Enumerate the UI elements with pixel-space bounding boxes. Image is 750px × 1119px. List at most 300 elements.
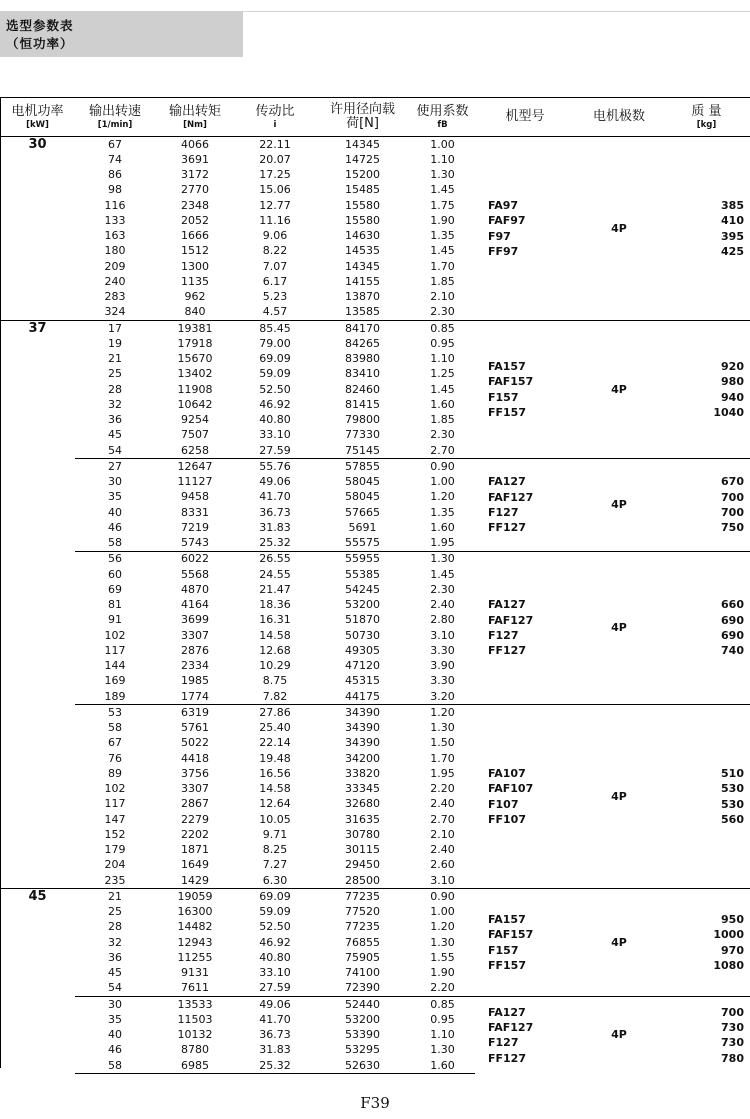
radial-load-cell: 84265 bbox=[345, 336, 380, 350]
service-factor-cell: 1.10 bbox=[430, 152, 455, 166]
model-name: FF127 bbox=[488, 521, 526, 535]
output-speed-cell: 133 bbox=[104, 213, 126, 227]
header-torque: 输出转矩 [Nm] bbox=[155, 98, 235, 137]
service-factor-cell: 2.30 bbox=[430, 582, 455, 596]
service-factor-cell: 0.90 bbox=[410, 889, 475, 905]
model-name: F157 bbox=[488, 390, 519, 404]
header-speed: 输出转速 [1/min] bbox=[75, 98, 155, 137]
service-factor-cell: 2.80 bbox=[430, 613, 455, 627]
model-name: FA107 bbox=[488, 767, 526, 781]
output-speed-cell: 324 bbox=[104, 305, 126, 319]
mass-value: 690 bbox=[721, 613, 744, 627]
mass-list-cell bbox=[663, 137, 750, 321]
output-torque-cell: 6258 bbox=[181, 443, 209, 457]
model-name: F107 bbox=[488, 797, 519, 811]
radial-load-cell: 49305 bbox=[345, 643, 380, 657]
output-speed-cell: 235 bbox=[104, 873, 126, 887]
output-torque-cell: 2876 bbox=[181, 643, 209, 657]
model-name: FF107 bbox=[488, 813, 526, 827]
output-torque-cell: 7507 bbox=[181, 428, 209, 442]
ratio-cell: 14.58 bbox=[259, 628, 291, 642]
model-name: FF97 bbox=[488, 244, 519, 258]
selection-parameter-table bbox=[0, 97, 750, 1074]
mass-value: 660 bbox=[721, 598, 744, 612]
radial-load-cell: 34390 bbox=[345, 736, 380, 750]
output-torque-cell: 4870 bbox=[181, 582, 209, 596]
radial-load-cell: 74100 bbox=[345, 966, 380, 980]
ratio-cell: 10.29 bbox=[259, 659, 291, 673]
output-torque-cell: 4066 bbox=[155, 137, 235, 153]
radial-load-cell: 51870 bbox=[345, 613, 380, 627]
ratio-cell: 7.82 bbox=[262, 689, 288, 703]
service-factor-cell: 1.30 bbox=[430, 168, 455, 182]
service-factor-cell: 1.95 bbox=[430, 536, 455, 550]
output-torque-cell: 6985 bbox=[155, 1058, 235, 1074]
mass-value: 950 bbox=[721, 913, 744, 927]
model-name: FA157 bbox=[488, 913, 526, 927]
ratio-cell: 8.75 bbox=[262, 674, 288, 688]
service-factor-cell: 1.30 bbox=[430, 1043, 455, 1057]
service-factor-cell: 1.85 bbox=[430, 274, 455, 288]
radial-load-cell: 58045 bbox=[345, 475, 380, 489]
radial-load-cell: 75905 bbox=[345, 950, 380, 964]
output-torque-cell: 5761 bbox=[181, 721, 209, 735]
output-speed-cell: 54 bbox=[108, 443, 122, 457]
output-torque-cell: 6022 bbox=[155, 551, 235, 567]
ratio-cell: 6.17 bbox=[262, 274, 288, 288]
motor-pole-cell: 4P bbox=[575, 551, 663, 705]
ratio-cell: 36.73 bbox=[259, 505, 291, 519]
motor-power-cell: 37 bbox=[0, 321, 75, 889]
radial-load-cell: 14630 bbox=[345, 229, 380, 243]
output-speed-cell: 40 bbox=[108, 505, 122, 519]
service-factor-cell: 0.95 bbox=[430, 1012, 455, 1026]
mass-value: 700 bbox=[721, 490, 744, 504]
mass-list-cell bbox=[663, 459, 750, 552]
output-torque-cell: 2348 bbox=[181, 198, 209, 212]
ratio-cell: 69.09 bbox=[259, 352, 291, 366]
ratio-cell: 15.06 bbox=[259, 183, 291, 197]
output-speed-cell: 32 bbox=[108, 935, 122, 949]
mass-value: 510 bbox=[721, 767, 744, 781]
ratio-cell: 7.07 bbox=[262, 259, 288, 273]
banner-rule bbox=[243, 11, 750, 12]
radial-load-cell: 34390 bbox=[345, 721, 380, 735]
output-speed-cell: 60 bbox=[108, 567, 122, 581]
radial-load-cell: 58045 bbox=[345, 490, 380, 504]
service-factor-cell: 1.45 bbox=[430, 567, 455, 581]
service-factor-cell: 1.10 bbox=[430, 352, 455, 366]
service-factor-cell: 3.30 bbox=[430, 674, 455, 688]
model-name: F127 bbox=[488, 629, 519, 642]
output-torque-cell: 3699 bbox=[181, 613, 209, 627]
output-torque-cell: 13402 bbox=[177, 367, 213, 381]
ratio-cell: 8.22 bbox=[262, 244, 288, 258]
radial-load-cell: 30780 bbox=[345, 827, 380, 841]
ratio-cell: 6.30 bbox=[262, 873, 288, 887]
output-speed-cell: 117 bbox=[104, 643, 126, 657]
mass-value: 970 bbox=[721, 943, 744, 957]
motor-pole-cell: 4P bbox=[575, 705, 663, 889]
output-speed-cell: 102 bbox=[104, 628, 126, 642]
output-torque-cell: 8331 bbox=[181, 505, 209, 519]
service-factor-cell: 2.60 bbox=[430, 858, 455, 872]
output-torque-cell: 7611 bbox=[181, 981, 209, 995]
output-torque-cell: 7219 bbox=[181, 520, 209, 534]
mass-value: 410 bbox=[721, 214, 744, 228]
radial-load-cell: 57855 bbox=[315, 459, 410, 475]
service-factor-cell: 2.20 bbox=[430, 981, 455, 995]
service-factor-cell: 1.35 bbox=[430, 505, 455, 519]
output-torque-cell: 9458 bbox=[181, 490, 209, 504]
service-factor-cell: 1.60 bbox=[430, 520, 455, 534]
radial-load-cell: 57665 bbox=[345, 505, 380, 519]
model-name: FF157 bbox=[488, 405, 526, 419]
ratio-cell: 36.73 bbox=[259, 1028, 291, 1042]
service-factor-cell: 0.85 bbox=[410, 321, 475, 337]
mass-value: 920 bbox=[721, 360, 744, 374]
ratio-cell: 4.57 bbox=[262, 305, 288, 319]
radial-load-cell: 53295 bbox=[345, 1043, 380, 1057]
output-speed-cell: 46 bbox=[108, 520, 122, 534]
model-name: FAF127 bbox=[488, 1021, 534, 1035]
ratio-cell: 7.27 bbox=[262, 858, 288, 872]
ratio-cell: 9.71 bbox=[262, 827, 288, 841]
table-row bbox=[0, 705, 750, 721]
radial-load-cell: 52440 bbox=[315, 997, 410, 1013]
service-factor-cell: 1.55 bbox=[430, 950, 455, 964]
ratio-cell: 18.36 bbox=[259, 598, 291, 612]
service-factor-cell: 1.35 bbox=[430, 229, 455, 243]
radial-load-cell: 76855 bbox=[345, 935, 380, 949]
output-torque-cell: 1649 bbox=[181, 858, 209, 872]
output-speed-cell: 179 bbox=[104, 843, 126, 857]
radial-load-cell: 15580 bbox=[345, 198, 380, 212]
output-torque-cell: 1985 bbox=[181, 674, 209, 688]
motor-pole-cell: 4P bbox=[575, 137, 663, 321]
service-factor-cell: 1.20 bbox=[430, 490, 455, 504]
service-factor-cell: 2.10 bbox=[430, 290, 455, 304]
output-speed-cell: 32 bbox=[108, 397, 122, 411]
output-speed-cell: 102 bbox=[104, 782, 126, 796]
model-list-cell bbox=[475, 551, 575, 705]
output-torque-cell: 4418 bbox=[181, 751, 209, 765]
output-speed-cell: 54 bbox=[108, 981, 122, 995]
output-torque-cell: 3172 bbox=[181, 168, 209, 182]
radial-load-cell: 15200 bbox=[345, 168, 380, 182]
model-name: FAF157 bbox=[488, 928, 534, 942]
radial-load-cell: 55955 bbox=[315, 551, 410, 567]
header-ratio: 传动比 i bbox=[235, 98, 315, 137]
section-banner bbox=[0, 11, 243, 57]
ratio-cell: 33.10 bbox=[259, 428, 291, 442]
output-torque-cell: 5568 bbox=[181, 567, 209, 581]
service-factor-cell: 1.45 bbox=[430, 244, 455, 258]
service-factor-cell: 3.10 bbox=[430, 628, 455, 642]
ratio-cell: 79.00 bbox=[259, 336, 291, 350]
output-speed-cell: 30 bbox=[108, 475, 122, 489]
model-name: FAF127 bbox=[488, 613, 534, 627]
output-speed-cell: 21 bbox=[108, 352, 122, 366]
radial-load-cell: 33820 bbox=[345, 766, 380, 780]
radial-load-cell: 55385 bbox=[345, 567, 380, 581]
page-number: F39 bbox=[360, 1094, 390, 1112]
output-torque-cell: 962 bbox=[184, 290, 206, 304]
model-name: FAF97 bbox=[488, 214, 526, 228]
model-name: F127 bbox=[488, 506, 519, 519]
output-speed-cell: 36 bbox=[108, 950, 122, 964]
radial-load-cell: 32680 bbox=[345, 797, 380, 811]
model-name: F127 bbox=[488, 1036, 519, 1050]
output-torque-cell: 1666 bbox=[181, 229, 209, 243]
radial-load-cell: 84170 bbox=[315, 321, 410, 337]
output-torque-cell: 3756 bbox=[181, 766, 209, 780]
radial-load-cell: 53200 bbox=[345, 1012, 380, 1026]
model-list-cell bbox=[475, 889, 575, 997]
radial-load-cell: 77330 bbox=[345, 428, 380, 442]
model-list-cell bbox=[475, 459, 575, 552]
ratio-cell: 27.59 bbox=[259, 443, 291, 457]
output-speed-cell: 74 bbox=[108, 152, 122, 166]
ratio-cell: 12.68 bbox=[259, 643, 291, 657]
service-factor-cell: 0.95 bbox=[430, 336, 455, 350]
left-margin-rule bbox=[0, 97, 1, 1068]
output-speed-cell: 152 bbox=[104, 827, 126, 841]
model-name: F97 bbox=[488, 229, 511, 243]
output-speed-cell: 116 bbox=[104, 198, 126, 212]
output-torque-cell: 19381 bbox=[155, 321, 235, 337]
output-speed-cell: 25 bbox=[108, 367, 122, 381]
service-factor-cell: 1.95 bbox=[430, 766, 455, 780]
ratio-cell: 27.86 bbox=[235, 705, 315, 721]
ratio-cell: 55.76 bbox=[235, 459, 315, 475]
ratio-cell: 24.55 bbox=[259, 567, 291, 581]
ratio-cell: 20.07 bbox=[259, 152, 291, 166]
ratio-cell: 33.10 bbox=[259, 966, 291, 980]
radial-load-cell: 77235 bbox=[345, 920, 380, 934]
radial-load-cell: 83980 bbox=[345, 352, 380, 366]
service-factor-cell: 1.45 bbox=[430, 382, 455, 396]
service-factor-cell: 1.20 bbox=[410, 705, 475, 721]
table-row bbox=[0, 459, 750, 475]
radial-load-cell: 34200 bbox=[345, 751, 380, 765]
service-factor-cell: 1.90 bbox=[430, 966, 455, 980]
ratio-cell: 52.50 bbox=[259, 382, 291, 396]
service-factor-cell: 1.75 bbox=[430, 198, 455, 212]
mass-list-cell bbox=[663, 551, 750, 705]
motor-power-cell: 45 bbox=[0, 889, 75, 1074]
output-torque-cell: 11503 bbox=[177, 1012, 213, 1026]
ratio-cell: 22.11 bbox=[235, 137, 315, 153]
output-torque-cell: 3307 bbox=[181, 782, 209, 796]
output-torque-cell: 9254 bbox=[181, 413, 209, 427]
mass-list-cell bbox=[663, 997, 750, 1074]
radial-load-cell: 15580 bbox=[345, 213, 380, 227]
header-power: 电机功率 [kW] bbox=[0, 98, 75, 137]
table-row bbox=[0, 889, 750, 905]
mass-value: 700 bbox=[721, 1005, 744, 1019]
ratio-cell: 31.83 bbox=[259, 1043, 291, 1057]
model-list-cell bbox=[475, 321, 575, 459]
output-speed-cell: 27 bbox=[75, 459, 155, 475]
radial-load-cell: 44175 bbox=[345, 689, 380, 703]
output-speed-cell: 46 bbox=[108, 1043, 122, 1057]
mass-value: 560 bbox=[721, 813, 744, 827]
service-factor-cell: 2.10 bbox=[430, 827, 455, 841]
mass-value: 1080 bbox=[713, 958, 744, 972]
service-factor-cell: 0.90 bbox=[410, 459, 475, 475]
mass-value: 730 bbox=[721, 1036, 744, 1050]
output-torque-cell: 8780 bbox=[181, 1043, 209, 1057]
output-torque-cell: 1774 bbox=[181, 689, 209, 703]
ratio-cell: 10.05 bbox=[259, 812, 291, 826]
output-torque-cell: 11127 bbox=[177, 475, 213, 489]
output-speed-cell: 58 bbox=[108, 536, 122, 550]
model-name: FF127 bbox=[488, 1051, 526, 1065]
service-factor-cell: 1.90 bbox=[430, 213, 455, 227]
model-name: FA97 bbox=[488, 198, 519, 212]
model-list-cell bbox=[475, 137, 575, 321]
motor-pole-cell: 4P bbox=[575, 889, 663, 997]
radial-load-cell: 13585 bbox=[345, 305, 380, 319]
mass-value: 1000 bbox=[713, 928, 744, 942]
output-speed-cell: 53 bbox=[75, 705, 155, 721]
model-name: FAF107 bbox=[488, 782, 534, 796]
ratio-cell: 25.32 bbox=[235, 1058, 315, 1074]
output-speed-cell: 28 bbox=[108, 382, 122, 396]
ratio-cell: 19.48 bbox=[259, 751, 291, 765]
output-torque-cell: 11255 bbox=[177, 950, 213, 964]
motor-pole-cell: 4P bbox=[575, 321, 663, 459]
table-row bbox=[0, 321, 750, 337]
model-list-cell bbox=[475, 997, 575, 1074]
service-factor-cell: 0.85 bbox=[410, 997, 475, 1013]
service-factor-cell: 2.40 bbox=[430, 598, 455, 612]
model-name: F157 bbox=[488, 943, 519, 957]
radial-load-cell: 53200 bbox=[345, 598, 380, 612]
ratio-cell: 46.92 bbox=[259, 935, 291, 949]
output-speed-cell: 89 bbox=[108, 766, 122, 780]
radial-load-cell: 45315 bbox=[345, 674, 380, 688]
ratio-cell: 49.06 bbox=[235, 997, 315, 1013]
radial-load-cell: 47120 bbox=[345, 659, 380, 673]
output-torque-cell: 1512 bbox=[181, 244, 209, 258]
output-speed-cell: 45 bbox=[108, 966, 122, 980]
mass-value: 740 bbox=[721, 644, 744, 658]
output-speed-cell: 45 bbox=[108, 428, 122, 442]
output-speed-cell: 35 bbox=[108, 490, 122, 504]
banner-subtitle: （恒功率） bbox=[6, 36, 74, 51]
table-row bbox=[0, 997, 750, 1013]
ratio-cell: 41.70 bbox=[259, 1012, 291, 1026]
service-factor-cell: 1.70 bbox=[430, 259, 455, 273]
ratio-cell: 16.56 bbox=[259, 766, 291, 780]
header-radial-load: 许用径向载荷[N] bbox=[315, 98, 410, 137]
radial-load-cell: 82460 bbox=[345, 382, 380, 396]
output-speed-cell: 189 bbox=[104, 689, 126, 703]
output-speed-cell: 86 bbox=[108, 168, 122, 182]
model-list-cell bbox=[475, 705, 575, 889]
output-speed-cell: 58 bbox=[75, 1058, 155, 1074]
radial-load-cell: 14725 bbox=[345, 152, 380, 166]
output-torque-cell: 2334 bbox=[181, 659, 209, 673]
output-torque-cell: 5743 bbox=[181, 536, 209, 550]
output-torque-cell: 12647 bbox=[155, 459, 235, 475]
service-factor-cell: 1.45 bbox=[430, 183, 455, 197]
radial-load-cell: 5691 bbox=[348, 520, 377, 534]
output-speed-cell: 36 bbox=[108, 413, 122, 427]
mass-value: 530 bbox=[721, 782, 744, 796]
radial-load-cell: 28500 bbox=[345, 873, 380, 887]
radial-load-cell: 81415 bbox=[345, 397, 380, 411]
output-torque-cell: 11908 bbox=[177, 382, 213, 396]
service-factor-cell: 1.85 bbox=[430, 413, 455, 427]
output-torque-cell: 16300 bbox=[177, 905, 213, 919]
output-torque-cell: 2867 bbox=[181, 797, 209, 811]
radial-load-cell: 13870 bbox=[345, 290, 380, 304]
output-speed-cell: 58 bbox=[108, 721, 122, 735]
output-speed-cell: 69 bbox=[108, 582, 122, 596]
service-factor-cell: 2.70 bbox=[430, 443, 455, 457]
model-name: FA127 bbox=[488, 598, 526, 612]
output-speed-cell: 117 bbox=[104, 797, 126, 811]
service-factor-cell: 1.10 bbox=[430, 1028, 455, 1042]
output-torque-cell: 14482 bbox=[177, 920, 213, 934]
radial-load-cell: 33345 bbox=[345, 782, 380, 796]
output-speed-cell: 147 bbox=[104, 812, 126, 826]
output-speed-cell: 56 bbox=[75, 551, 155, 567]
service-factor-cell: 2.70 bbox=[430, 812, 455, 826]
radial-load-cell: 55575 bbox=[345, 536, 380, 550]
mass-value: 730 bbox=[721, 1021, 744, 1035]
service-factor-cell: 1.70 bbox=[430, 751, 455, 765]
ratio-cell: 69.09 bbox=[235, 889, 315, 905]
output-speed-cell: 144 bbox=[104, 659, 126, 673]
output-speed-cell: 81 bbox=[108, 598, 122, 612]
model-name: FA157 bbox=[488, 360, 526, 374]
output-speed-cell: 19 bbox=[108, 336, 122, 350]
radial-load-cell: 14155 bbox=[345, 274, 380, 288]
output-torque-cell: 3307 bbox=[181, 628, 209, 642]
service-factor-cell: 1.00 bbox=[410, 137, 475, 153]
motor-pole-cell: 4P bbox=[575, 997, 663, 1074]
service-factor-cell: 3.90 bbox=[430, 659, 455, 673]
radial-load-cell: 79800 bbox=[345, 413, 380, 427]
service-factor-cell: 1.30 bbox=[430, 935, 455, 949]
header-pole: 电机极数 bbox=[575, 98, 663, 137]
output-torque-cell: 840 bbox=[184, 305, 206, 319]
radial-load-cell: 50730 bbox=[345, 628, 380, 642]
radial-load-cell: 14345 bbox=[315, 137, 410, 153]
mass-value: 780 bbox=[721, 1051, 744, 1065]
output-speed-cell: 240 bbox=[104, 274, 126, 288]
ratio-cell: 16.31 bbox=[259, 613, 291, 627]
output-torque-cell: 10132 bbox=[177, 1028, 213, 1042]
ratio-cell: 31.83 bbox=[259, 520, 291, 534]
mass-list-cell bbox=[663, 705, 750, 889]
output-speed-cell: 67 bbox=[108, 736, 122, 750]
radial-load-cell: 15485 bbox=[345, 183, 380, 197]
ratio-cell: 40.80 bbox=[259, 950, 291, 964]
output-torque-cell: 3691 bbox=[181, 152, 209, 166]
service-factor-cell: 1.25 bbox=[430, 367, 455, 381]
output-speed-cell: 25 bbox=[108, 905, 122, 919]
output-speed-cell: 35 bbox=[108, 1012, 122, 1026]
radial-load-cell: 72390 bbox=[345, 981, 380, 995]
radial-load-cell: 31635 bbox=[345, 812, 380, 826]
service-factor-cell: 3.10 bbox=[430, 873, 455, 887]
ratio-cell: 12.64 bbox=[259, 797, 291, 811]
